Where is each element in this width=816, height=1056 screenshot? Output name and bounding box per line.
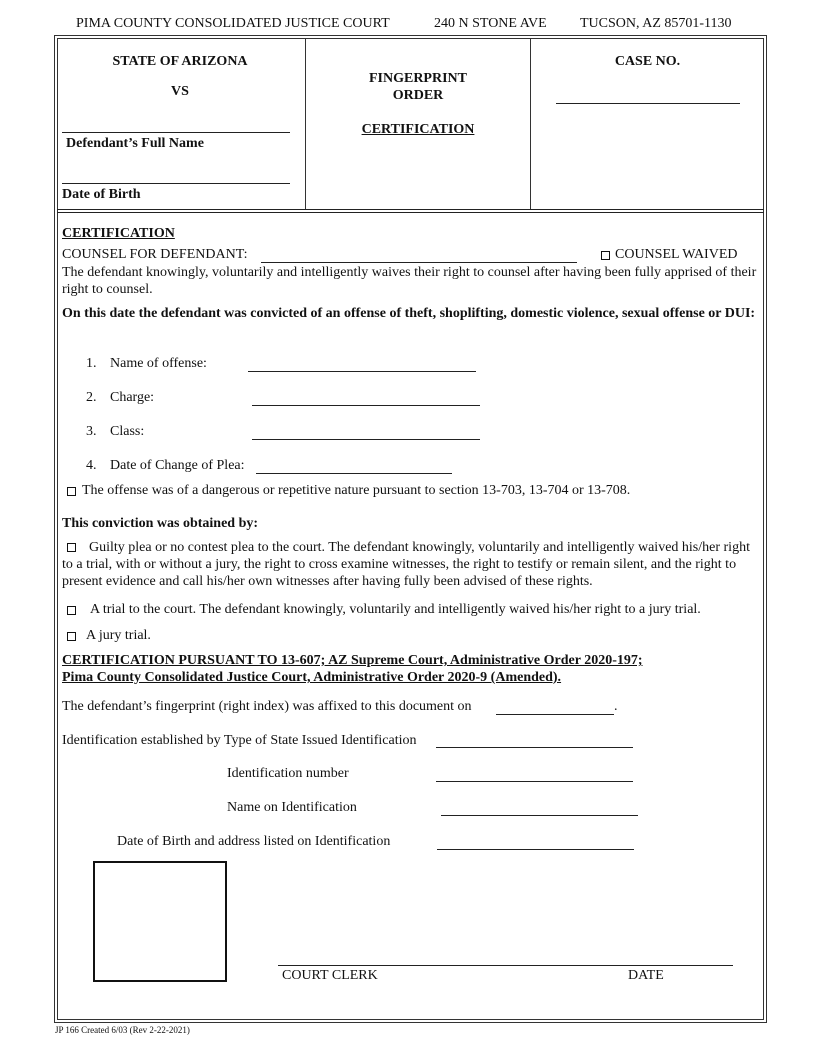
signature-line[interactable] [278, 965, 733, 966]
dangerous-text: The offense was of a dangerous or repetitive nature pursuant to section 13-703, 13-704 or 13-708. [82, 483, 631, 498]
fingerprint-date-text: The defendant’s fingerprint (right index) was affixed to this document on [62, 699, 472, 714]
defendant-name-label: Defendant’s Full Name [66, 136, 204, 151]
date-label: DATE [628, 968, 664, 983]
id-type-line[interactable] [436, 747, 633, 748]
obtained-heading: This conviction was obtained by: [62, 516, 259, 531]
item-1-label: Name of offense: [110, 356, 207, 371]
id-type-label: Identification established by Type of State Issued Identification [62, 733, 417, 748]
convicted-text: On this date the defendant was convicted of an offense of theft, shoplifting, domestic violence, sexual offense or DUI: [62, 306, 756, 321]
class-line[interactable] [252, 439, 480, 440]
pursuant-heading-2: Pima County Consolidated Justice Court, Administrative Order 2020-9 (Amended). [62, 670, 562, 685]
guilty-plea-text: Guilty plea or no contest plea to the court. The defendant knowingly, voluntarily and intelligently waived his/her right to a trial, with or without a jury, the right to cross examine witnesses, the right to testify or remain silent, and the right to present evidence and call his/her own witnesses after having fully been advised of these rights. [62, 540, 750, 589]
id-dob-address-label: Date of Birth and address listed on Identification [117, 834, 391, 849]
form-id: JP 166 Created 6/03 (Rev 2-22-2021) [55, 1025, 190, 1035]
jury-trial-checkbox[interactable] [67, 632, 76, 641]
item-4-num: 4. [86, 458, 97, 473]
item-1-num: 1. [86, 356, 97, 371]
id-number-label: Identification number [227, 766, 349, 781]
counsel-line[interactable] [261, 262, 577, 263]
counsel-waived-checkbox[interactable] [601, 251, 610, 260]
id-name-label: Name on Identification [227, 800, 357, 815]
id-name-line[interactable] [441, 815, 638, 816]
court-clerk-label: COURT CLERK [282, 968, 378, 983]
court-trial-checkbox[interactable] [67, 606, 76, 615]
pursuant-heading-1: CERTIFICATION PURSUANT TO 13-607; AZ Supreme Court, Administrative Order 2020-197; [62, 653, 643, 668]
court-address: 240 N STONE AVE [434, 16, 547, 31]
vs-label: VS [171, 84, 189, 99]
fingerprint-box[interactable] [93, 861, 227, 982]
item-3-label: Class: [110, 424, 145, 439]
item-3-num: 3. [86, 424, 97, 439]
title-certification: CERTIFICATION [361, 122, 475, 137]
counsel-label: COUNSEL FOR DEFENDANT: [62, 247, 248, 262]
top-box-divider-2 [57, 212, 764, 213]
item-4-label: Date of Change of Plea: [110, 458, 245, 473]
jury-trial-text: A jury trial. [86, 628, 151, 643]
dob-label: Date of Birth [62, 187, 141, 202]
id-dob-address-line[interactable] [437, 849, 634, 850]
counsel-waived-label: COUNSEL WAIVED [615, 247, 738, 262]
fingerprint-date-period: . [614, 699, 618, 714]
item-2-num: 2. [86, 390, 97, 405]
defendant-name-line[interactable] [62, 132, 290, 133]
certification-heading: CERTIFICATION [62, 226, 175, 241]
case-no-label: CASE NO. [614, 54, 681, 69]
dob-line[interactable] [62, 183, 290, 184]
offense-name-line[interactable] [248, 371, 476, 372]
court-city: TUCSON, AZ 85701-1130 [580, 16, 732, 31]
title-fingerprint: FINGERPRINT [368, 71, 467, 86]
court-trial-text: A trial to the court. The defendant knowingly, voluntarily and intelligently waived his/her right to a jury trial. [90, 602, 701, 617]
item-2-label: Charge: [110, 390, 155, 405]
fingerprint-date-line[interactable] [496, 714, 614, 715]
title-order: ORDER [392, 88, 444, 103]
top-box-divider [57, 209, 764, 210]
state-of-arizona: STATE OF ARIZONA [112, 54, 248, 69]
dangerous-checkbox[interactable] [67, 487, 76, 496]
court-name: PIMA COUNTY CONSOLIDATED JUSTICE COURT [76, 16, 390, 31]
plea-date-line[interactable] [256, 473, 452, 474]
id-number-line[interactable] [436, 781, 633, 782]
case-no-line[interactable] [556, 103, 740, 104]
waiver-text: The defendant knowingly, voluntarily and intelligently waives their right to counsel after having been fully apprised of their right to counsel. [62, 265, 757, 297]
charge-line[interactable] [252, 405, 480, 406]
